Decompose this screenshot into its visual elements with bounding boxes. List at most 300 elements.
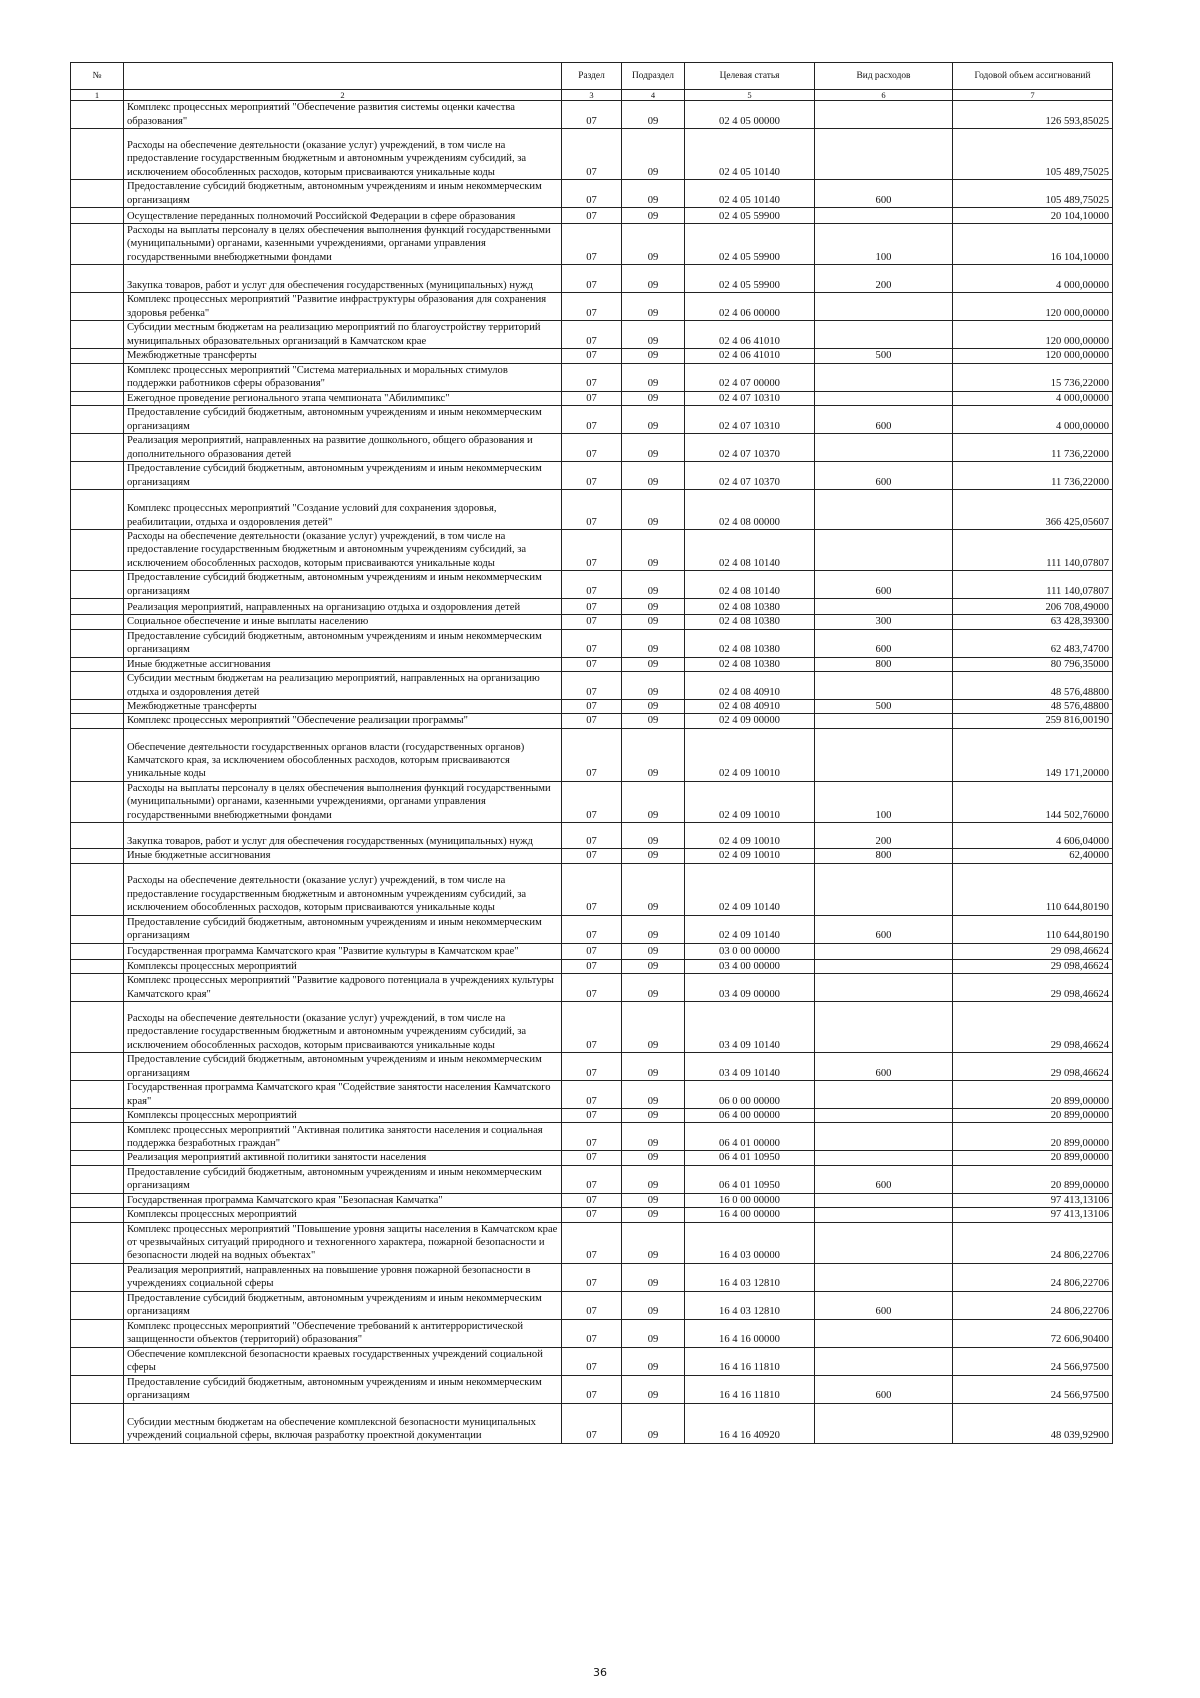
row-section-cell: 07 [562,1347,622,1375]
header-expense-type: Вид расходов [815,63,953,90]
row-section-cell: 07 [562,781,622,822]
row-amount-cell: 48 576,48800 [953,672,1113,700]
row-subsection-cell: 09 [622,406,685,434]
row-name-cell: Предоставление субсидий бюджетным, автономным учреждениям и иным некоммерческим организациям [124,180,562,208]
row-target-item-cell: 02 4 09 10140 [685,863,815,915]
row-number-cell [71,321,124,349]
row-section-cell: 07 [562,700,622,714]
row-name-cell: Комплекс процессных мероприятий "Активная политика занятости населения и социальная поддержка безработных граждан" [124,1123,562,1151]
table-row [71,224,1113,265]
header-target-item: Целевая статья [685,63,815,90]
table-row [71,1403,1113,1443]
row-section-cell: 07 [562,1208,622,1222]
row-subsection-cell: 09 [622,1208,685,1222]
row-number-cell [71,1165,124,1193]
row-name-cell: Комплекс процессных мероприятий "Развитие инфраструктуры образования для сохранения здоровья ребенка" [124,293,562,321]
row-expense-type-cell [815,321,953,349]
row-section-cell: 07 [562,434,622,462]
row-expense-type-cell [815,129,953,180]
table-row [71,406,1113,434]
row-name-cell: Иные бюджетные ассигнования [124,849,562,863]
row-name-cell: Комплекс процессных мероприятий "Обеспечение развития системы оценки качества образования" [124,101,562,129]
row-amount-cell: 20 899,00000 [953,1108,1113,1122]
row-amount-cell: 105 489,75025 [953,129,1113,180]
row-section-cell: 07 [562,1108,622,1122]
row-name-cell: Реализация мероприятий, направленных на повышение уровня пожарной безопасности в учреждениях социальной сферы [124,1263,562,1291]
row-section-cell: 07 [562,615,622,629]
row-section-cell: 07 [562,599,622,615]
row-section-cell: 07 [562,265,622,293]
row-target-item-cell: 02 4 08 00000 [685,490,815,530]
table-row [71,849,1113,863]
row-section-cell: 07 [562,391,622,405]
row-subsection-cell: 09 [622,943,685,959]
table-row [71,599,1113,615]
row-section-cell: 07 [562,321,622,349]
table-row [71,781,1113,822]
row-amount-cell: 24 806,22706 [953,1263,1113,1291]
row-expense-type-cell: 600 [815,1291,953,1319]
row-subsection-cell: 09 [622,1222,685,1263]
row-name-cell: Предоставление субсидий бюджетным, автономным учреждениям и иным некоммерческим организациям [124,571,562,599]
table-row [71,101,1113,129]
row-section-cell: 07 [562,1123,622,1151]
table-row [71,1208,1113,1222]
row-section-cell: 07 [562,530,622,571]
row-expense-type-cell: 800 [815,849,953,863]
row-expense-type-cell [815,672,953,700]
row-section-cell: 07 [562,129,622,180]
table-row [71,1319,1113,1347]
row-target-item-cell: 02 4 09 10010 [685,849,815,863]
row-subsection-cell: 09 [622,1165,685,1193]
row-name-cell: Комплекс процессных мероприятий "Система материальных и моральных стимулов поддержки работников сферы образования" [124,363,562,391]
row-section-cell: 07 [562,959,622,973]
row-number-cell [71,959,124,973]
row-number-cell [71,1208,124,1222]
row-amount-cell: 29 098,46624 [953,943,1113,959]
row-expense-type-cell [815,1001,953,1052]
row-number-cell [71,180,124,208]
row-target-item-cell: 03 0 00 00000 [685,943,815,959]
row-number-cell [71,363,124,391]
row-expense-type-cell: 600 [815,571,953,599]
row-name-cell: Иные бюджетные ассигнования [124,657,562,671]
row-number-cell [71,714,124,728]
row-expense-type-cell [815,490,953,530]
row-subsection-cell: 09 [622,530,685,571]
row-number-cell [71,1347,124,1375]
row-target-item-cell: 02 4 05 59900 [685,224,815,265]
row-subsection-cell: 09 [622,1319,685,1347]
row-number-cell [71,973,124,1001]
table-row [71,629,1113,657]
row-section-cell: 07 [562,406,622,434]
row-subsection-cell: 09 [622,849,685,863]
row-subsection-cell: 09 [622,728,685,781]
row-expense-type-cell [815,1080,953,1108]
column-number-7: 7 [953,90,1113,101]
row-target-item-cell: 02 4 08 10380 [685,599,815,615]
row-name-cell: Межбюджетные трансферты [124,700,562,714]
row-expense-type-cell: 500 [815,349,953,363]
row-number-cell [71,1263,124,1291]
table-row [71,349,1113,363]
row-number-cell [71,462,124,490]
row-subsection-cell: 09 [622,1263,685,1291]
row-section-cell: 07 [562,208,622,224]
row-subsection-cell: 09 [622,1001,685,1052]
row-number-cell [71,700,124,714]
row-target-item-cell: 02 4 07 10310 [685,406,815,434]
row-name-cell: Реализация мероприятий, направленных на организацию отдыха и оздоровления детей [124,599,562,615]
row-section-cell: 07 [562,293,622,321]
table-row [71,129,1113,180]
row-target-item-cell: 03 4 09 10140 [685,1001,815,1052]
row-amount-cell: 11 736,22000 [953,434,1113,462]
row-expense-type-cell [815,1193,953,1207]
header-number: № [71,63,124,90]
row-name-cell: Расходы на обеспечение деятельности (оказание услуг) учреждений, в том числе на предоставление государственным бюджетным и автономным учреждениям субсидий, за исключением обособленных расходов, которым присваиваются уникальные коды [124,1001,562,1052]
row-target-item-cell: 06 0 00 00000 [685,1080,815,1108]
row-target-item-cell: 16 4 03 12810 [685,1263,815,1291]
row-target-item-cell: 02 4 07 10370 [685,462,815,490]
row-expense-type-cell [815,1222,953,1263]
row-target-item-cell: 02 4 05 10140 [685,129,815,180]
row-number-cell [71,224,124,265]
row-target-item-cell: 02 4 05 00000 [685,101,815,129]
row-section-cell: 07 [562,1001,622,1052]
table-row [71,700,1113,714]
row-subsection-cell: 09 [622,321,685,349]
row-section-cell: 07 [562,849,622,863]
row-target-item-cell: 02 4 09 00000 [685,714,815,728]
row-section-cell: 07 [562,1080,622,1108]
row-section-cell: 07 [562,728,622,781]
row-section-cell: 07 [562,462,622,490]
table-row [71,490,1113,530]
row-expense-type-cell [815,973,953,1001]
row-amount-cell: 149 171,20000 [953,728,1113,781]
row-number-cell [71,849,124,863]
row-section-cell: 07 [562,672,622,700]
row-subsection-cell: 09 [622,959,685,973]
row-target-item-cell: 16 4 16 40920 [685,1403,815,1443]
row-expense-type-cell [815,1123,953,1151]
table-row [71,657,1113,671]
row-subsection-cell: 09 [622,657,685,671]
row-target-item-cell: 16 4 16 00000 [685,1319,815,1347]
row-section-cell: 07 [562,1291,622,1319]
row-expense-type-cell: 300 [815,615,953,629]
row-target-item-cell: 02 4 05 10140 [685,180,815,208]
header-section: Раздел [562,63,622,90]
column-number-1: 1 [71,90,124,101]
table-row [71,265,1113,293]
row-name-cell: Предоставление субсидий бюджетным, автономным учреждениям и иным некоммерческим организациям [124,1375,562,1403]
row-target-item-cell: 02 4 08 10380 [685,657,815,671]
row-target-item-cell: 02 4 07 00000 [685,363,815,391]
row-amount-cell: 72 606,90400 [953,1319,1113,1347]
row-number-cell [71,571,124,599]
row-amount-cell: 144 502,76000 [953,781,1113,822]
row-expense-type-cell [815,863,953,915]
row-expense-type-cell: 800 [815,657,953,671]
table-row [71,1080,1113,1108]
row-number-cell [71,129,124,180]
row-target-item-cell: 02 4 08 40910 [685,700,815,714]
row-number-cell [71,1001,124,1052]
row-expense-type-cell: 600 [815,180,953,208]
row-target-item-cell: 16 0 00 00000 [685,1193,815,1207]
row-section-cell: 07 [562,714,622,728]
table-row [71,915,1113,943]
row-section-cell: 07 [562,1165,622,1193]
row-name-cell: Расходы на обеспечение деятельности (оказание услуг) учреждений, в том числе на предоставление государственным бюджетным и автономным учреждениям субсидий, за исключением обособленных расходов, которым присваиваются уникальные коды [124,863,562,915]
row-expense-type-cell [815,391,953,405]
row-expense-type-cell: 500 [815,700,953,714]
row-target-item-cell: 06 4 01 10950 [685,1151,815,1165]
row-expense-type-cell [815,728,953,781]
row-subsection-cell: 09 [622,1403,685,1443]
row-number-cell [71,629,124,657]
row-name-cell: Комплексы процессных мероприятий [124,1108,562,1122]
row-number-cell [71,434,124,462]
row-subsection-cell: 09 [622,490,685,530]
row-target-item-cell: 02 4 08 40910 [685,672,815,700]
row-name-cell: Комплекс процессных мероприятий "Создание условий для сохранения здоровья, реабилитации, отдыха и оздоровления детей" [124,490,562,530]
row-subsection-cell: 09 [622,129,685,180]
row-number-cell [71,863,124,915]
table-row [71,863,1113,915]
row-expense-type-cell [815,293,953,321]
row-subsection-cell: 09 [622,293,685,321]
row-target-item-cell: 02 4 09 10140 [685,915,815,943]
row-number-cell [71,1291,124,1319]
row-target-item-cell: 03 4 00 00000 [685,959,815,973]
row-target-item-cell: 06 4 01 00000 [685,1123,815,1151]
row-subsection-cell: 09 [622,1193,685,1207]
row-section-cell: 07 [562,1193,622,1207]
row-section-cell: 07 [562,1319,622,1347]
row-number-cell [71,1222,124,1263]
row-section-cell: 07 [562,224,622,265]
row-expense-type-cell [815,714,953,728]
row-target-item-cell: 02 4 05 59900 [685,265,815,293]
table-row [71,434,1113,462]
row-expense-type-cell [815,959,953,973]
row-expense-type-cell [815,599,953,615]
header-name [124,63,562,90]
row-expense-type-cell [815,943,953,959]
table-row [71,180,1113,208]
row-expense-type-cell [815,1108,953,1122]
row-section-cell: 07 [562,1222,622,1263]
row-amount-cell: 63 428,39300 [953,615,1113,629]
row-amount-cell: 126 593,85025 [953,101,1113,129]
table-row [71,1222,1113,1263]
row-amount-cell: 29 098,46624 [953,959,1113,973]
row-number-cell [71,208,124,224]
row-name-cell: Расходы на выплаты персоналу в целях обеспечения выполнения функций государственными (муниципальными) органами, казенными учреждениями, органами управления государственными внебюджетными фондами [124,224,562,265]
row-number-cell [71,349,124,363]
row-target-item-cell: 16 4 03 00000 [685,1222,815,1263]
row-name-cell: Комплекс процессных мероприятий "Обеспечение требований к антитеррористической защищенности объектов (территорий) образования" [124,1319,562,1347]
row-name-cell: Государственная программа Камчатского края "Безопасная Камчатка" [124,1193,562,1207]
row-name-cell: Предоставление субсидий бюджетным, автономным учреждениям и иным некоммерческим организациям [124,629,562,657]
table-row [71,823,1113,849]
row-target-item-cell: 02 4 06 00000 [685,293,815,321]
row-subsection-cell: 09 [622,180,685,208]
row-expense-type-cell [815,1151,953,1165]
row-target-item-cell: 02 4 08 10140 [685,530,815,571]
row-section-cell: 07 [562,1375,622,1403]
table-row [71,208,1113,224]
table-column-numbers-row [71,90,1113,101]
row-amount-cell: 24 806,22706 [953,1222,1113,1263]
row-amount-cell: 62,40000 [953,849,1113,863]
row-number-cell [71,823,124,849]
row-amount-cell: 120 000,00000 [953,321,1113,349]
row-section-cell: 07 [562,657,622,671]
row-expense-type-cell [815,1208,953,1222]
row-subsection-cell: 09 [622,973,685,1001]
table-row [71,1347,1113,1375]
table-row [71,728,1113,781]
row-number-cell [71,406,124,434]
row-subsection-cell: 09 [622,1151,685,1165]
row-number-cell [71,1319,124,1347]
row-target-item-cell: 02 4 08 10140 [685,571,815,599]
table-row [71,1001,1113,1052]
row-amount-cell: 24 566,97500 [953,1375,1113,1403]
row-expense-type-cell: 600 [815,915,953,943]
row-number-cell [71,599,124,615]
row-amount-cell: 48 039,92900 [953,1403,1113,1443]
table-row [71,959,1113,973]
row-expense-type-cell: 600 [815,462,953,490]
table-row [71,1151,1113,1165]
row-expense-type-cell: 200 [815,823,953,849]
row-name-cell: Расходы на обеспечение деятельности (оказание услуг) учреждений, в том числе на предоставление государственным бюджетным и автономным учреждениям субсидий, за исключением обособленных расходов, которым присваиваются уникальные коды [124,129,562,180]
row-section-cell: 07 [562,629,622,657]
table-row [71,571,1113,599]
row-amount-cell: 4 000,00000 [953,265,1113,293]
table-row [71,321,1113,349]
row-name-cell: Межбюджетные трансферты [124,349,562,363]
row-number-cell [71,615,124,629]
row-number-cell [71,101,124,129]
row-amount-cell: 120 000,00000 [953,349,1113,363]
row-number-cell [71,1080,124,1108]
table-row [71,615,1113,629]
row-name-cell: Социальное обеспечение и иные выплаты населению [124,615,562,629]
row-target-item-cell: 16 4 16 11810 [685,1375,815,1403]
row-amount-cell: 366 425,05607 [953,490,1113,530]
row-name-cell: Предоставление субсидий бюджетным, автономным учреждениям и иным некоммерческим организациям [124,462,562,490]
table-row [71,714,1113,728]
column-number-3: 3 [562,90,622,101]
row-subsection-cell: 09 [622,599,685,615]
row-expense-type-cell [815,434,953,462]
row-number-cell [71,943,124,959]
row-number-cell [71,1052,124,1080]
row-name-cell: Комплекс процессных мероприятий "Обеспечение реализации программы" [124,714,562,728]
row-subsection-cell: 09 [622,1052,685,1080]
row-expense-type-cell: 200 [815,265,953,293]
row-name-cell: Комплексы процессных мероприятий [124,1208,562,1222]
row-expense-type-cell [815,208,953,224]
row-amount-cell: 111 140,07807 [953,530,1113,571]
column-number-4: 4 [622,90,685,101]
row-section-cell: 07 [562,973,622,1001]
row-target-item-cell: 02 4 06 41010 [685,321,815,349]
row-amount-cell: 206 708,49000 [953,599,1113,615]
table-row [71,1375,1113,1403]
row-expense-type-cell: 600 [815,1165,953,1193]
row-subsection-cell: 09 [622,615,685,629]
row-subsection-cell: 09 [622,915,685,943]
row-section-cell: 07 [562,1403,622,1443]
row-section-cell: 07 [562,490,622,530]
row-amount-cell: 24 566,97500 [953,1347,1113,1375]
table-row [71,1263,1113,1291]
row-target-item-cell: 02 4 09 10010 [685,728,815,781]
row-name-cell: Государственная программа Камчатского края "Развитие культуры в Камчатском крае" [124,943,562,959]
row-amount-cell: 120 000,00000 [953,293,1113,321]
row-target-item-cell: 16 4 03 12810 [685,1291,815,1319]
row-subsection-cell: 09 [622,571,685,599]
table-row [71,363,1113,391]
budget-table [70,62,1113,1444]
row-expense-type-cell: 600 [815,1052,953,1080]
row-name-cell: Предоставление субсидий бюджетным, автономным учреждениям и иным некоммерческим организациям [124,1291,562,1319]
row-amount-cell: 110 644,80190 [953,915,1113,943]
row-expense-type-cell [815,363,953,391]
row-amount-cell: 29 098,46624 [953,973,1113,1001]
row-number-cell [71,672,124,700]
row-section-cell: 07 [562,571,622,599]
row-expense-type-cell [815,1403,953,1443]
row-target-item-cell: 03 4 09 00000 [685,973,815,1001]
row-amount-cell: 80 796,35000 [953,657,1113,671]
row-target-item-cell: 02 4 09 10010 [685,781,815,822]
row-name-cell: Субсидии местным бюджетам на реализацию мероприятий по благоустройству территорий муниципальных образовательных организаций в Камчатском крае [124,321,562,349]
row-name-cell: Расходы на выплаты персоналу в целях обеспечения выполнения функций государственными (муниципальными) органами, казенными учреждениями, органами управления государственными внебюджетными фондами [124,781,562,822]
row-amount-cell: 4 606,04000 [953,823,1113,849]
row-amount-cell: 62 483,74700 [953,629,1113,657]
row-name-cell: Реализация мероприятий, направленных на развитие дошкольного, общего образования и дополнительного образования детей [124,434,562,462]
row-subsection-cell: 09 [622,1108,685,1122]
row-subsection-cell: 09 [622,101,685,129]
row-name-cell: Реализация мероприятий активной политики занятости населения [124,1151,562,1165]
row-subsection-cell: 09 [622,224,685,265]
row-amount-cell: 48 576,48800 [953,700,1113,714]
row-target-item-cell: 02 4 07 10370 [685,434,815,462]
row-target-item-cell: 02 4 08 10380 [685,629,815,657]
row-target-item-cell: 02 4 05 59900 [685,208,815,224]
table-row [71,973,1113,1001]
row-number-cell [71,293,124,321]
row-target-item-cell: 02 4 08 10380 [685,615,815,629]
table-row [71,1165,1113,1193]
row-number-cell [71,530,124,571]
table-row [71,1052,1113,1080]
row-target-item-cell: 02 4 06 41010 [685,349,815,363]
row-expense-type-cell [815,1319,953,1347]
row-amount-cell: 20 899,00000 [953,1165,1113,1193]
row-section-cell: 07 [562,943,622,959]
